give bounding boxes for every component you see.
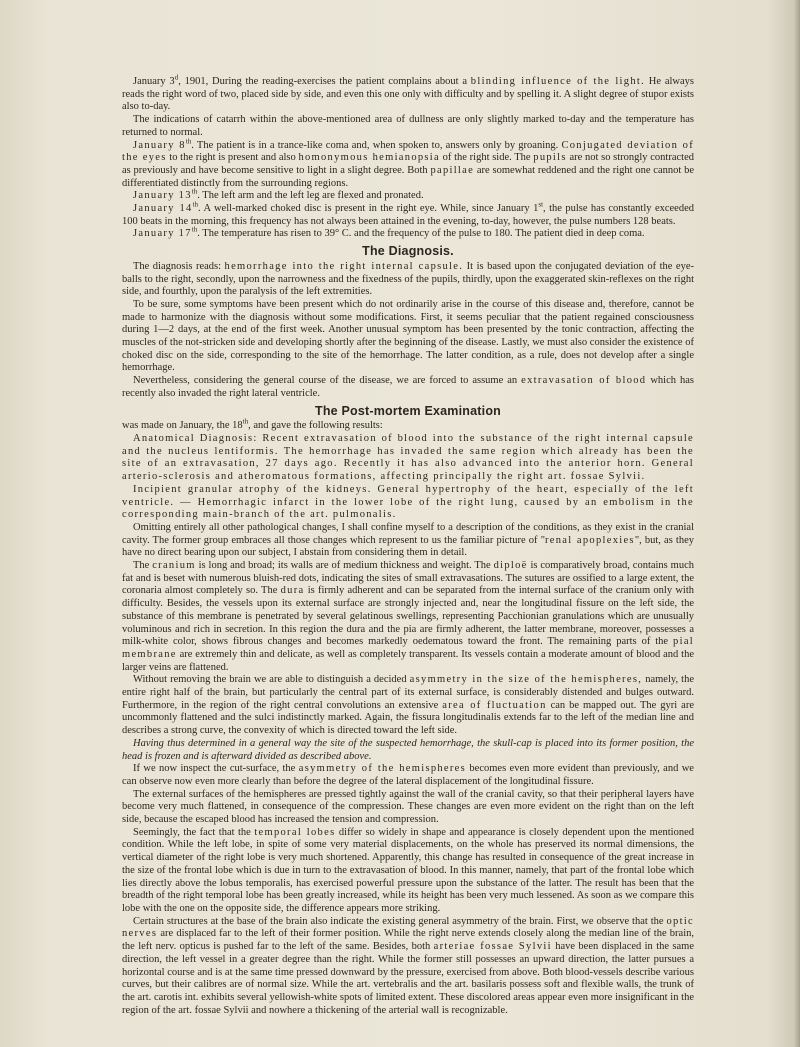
paragraph [122,916,694,1018]
paragraph [122,200,694,228]
text-run: He always reads the right word of two, placed side by side, and even this one only with difficulty and by spelling it. A slight degree of stupor exists also to-day. [122,76,694,113]
text-run: To be sure, some symptoms have been present which do not ordinarily arise in the course of this disease and, therefore, cannot be made to harmonize with the diagnosis without some modifications. First, it seems peculiar that the patient regained consciousness during 1—2 days, at the end of the first week. Another unusual symptom has been presented by the tonic contraction, affecting the muscles of the not-stricken side and developing shortly after the beginning of the disease. Lastly, we must also consider the existence of choked disc on the side, corresponding to the site of the hemorrhage. The latter condition, as a rule, does not develop after a single hemorrhage. [122,298,694,374]
text-run: . The temperature has risen to 39° C. and the frequency of the pulse to 180. The patient died in deep coma. [197,228,645,240]
text-run: of the right side. The [439,152,534,164]
paragraph [122,738,694,763]
paragraph [122,560,694,674]
text-run: It is based upon the conjugated deviation of the eye-balls to the right, secondly, upon the narrowness and the fixedness of the pupils, thirdly, upon the exaggerated skin-reflexes on the right side, and fourthly, upon the paralysis of the left extremities. [122,260,694,298]
text-run: . The left arm and the left leg are flexed and pronated. [197,190,424,202]
text-run: Having thus determined in a general way the site of the suspected hemorrhage, the skull-cap is placed into its former position, the head is frozen and is afterward divided as described above. [122,737,694,762]
text-run: becomes even more evident than previously, and we can observe now even more clearly than before the degree of the lateral displacement of the longitudinal fissure. [122,763,694,787]
text-run: homonymous hemianopsia [298,152,440,164]
text-run: pupils [533,152,567,164]
paragraph [122,827,694,916]
post-mortem-section [122,417,695,1017]
text-run: pial membrane [122,636,694,660]
text-run: namely, the entire right half of the brain, but particularly the central part of its external surface, is considerably distended and bulges outward. Furthermore, in the region of the right central convolutions an extensive [122,674,694,711]
ordinal-suffix: th [192,200,199,209]
text-run: optic nerves [122,915,694,940]
text-run: Incipient granular atrophy of the kidneys. General hypertrophy of the heart, especially of the left ventricle. — Hemorrhagic infarct in the lower lobe of the right lung, caused by an embolism in the corresponding main-branch of the art. pulmonalis. [122,483,694,521]
text-run: Certain structures at the base of the brain also indicate the existing general asymmetry of the brain. First, we observe that the [133,915,667,927]
ordinal-suffix: th [191,187,198,196]
text-run: can be mapped out. The gyri are uncommonly flattened and the sulci indistinctly marked. Again, the fissura longitudinalis extends far to the left of the median line and describes a strong curve, the convexity of which is directed toward the left side. [122,699,694,737]
text-run: , 1901, During the reading-exercises the patient complains about a [178,76,471,87]
text-run: If we now inspect the cut-surface, the [133,763,299,775]
text-run: , and gave the following results: [248,420,383,432]
text-run: temporal lobes [254,826,336,838]
text-run: The diagnosis reads: [133,260,225,272]
text-run: are displaced far to the left of their former position. While the right nerve extends closely along the median line of the brain, the left nerv. opticus is pushed far to the left of the same. Besides, both [122,928,694,953]
text-run: Seemingly, the fact that the [133,826,255,838]
text-run: January 3 [133,76,175,87]
text-run: Anatomical Diagnosis: Recent extravasation of blood into the substance of the right internal capsule and the nucleus lentiformis. The hemorrhage has invaded the same region which already has been the site of an extravasation, 27 days ago. Recently it has also advanced into the anterior horn. General arterio-sclerosis and atheromatous formations, affecting principally the right art. fossae Sylvii. [122,432,694,483]
text-run: hemorrhage into the right internal capsule. [224,260,464,272]
text-run: Nevertheless, considering the general course of the disease, we are forced to assume an [133,375,522,387]
paragraph [122,674,694,738]
text-run: ", but, as they have no direct bearing upon our subject, I abstain from considering them in detail. [122,534,694,559]
text-run: January 13 [133,190,192,202]
text-run: cranium [152,560,196,572]
text-run: differ so widely in shape and appearance is closely dependent upon the mentioned condition. While the left lobe, in spite of some very material displacements, on the whole has preserved its normal dimensions, the vertical diameter of the right lobe is very much shortened. Apparently, this change has resulted in consequence of the great increase in the size of the frontal lobe which is due in turn to the extravasation of blood. In this manner, namely, that part of the frontal lobe which lies directly above the lobus temporalis, has exercised powerful pressure upon the substance of the latter. The result has been that the breadth of the right temporal lobe has been greatly increased, while its height has been very much lessened. As soon as we compare this lobe with the one on the opposite side, the difference appears more striking. [122,826,695,914]
ordinal-suffix: th [242,417,249,426]
text-run: Without removing the brain we are able to distinguish a decided [133,674,410,686]
text-run: Omitting entirely all other pathological changes, I shall confine myself to a description of the conditions, as they exist in the cranial cavity. The former group embraces all those changes which represent to us the familiar picture of " [122,521,694,546]
page-text-column [122,73,695,1017]
text-run: Conjugated deviation of the eyes [122,139,695,164]
paragraph [122,137,695,191]
paragraph [122,433,694,484]
paragraph [122,187,694,203]
paragraph [122,225,694,241]
text-run: is comparatively broad, contains much fat and is beset with numerous bluish-red dots, indicating the sites of small extravasations. The sutures are ossified to a large extent, the coronaria almost completely so. The [122,560,694,597]
text-run: is long and broad; its walls are of medium thickness and weight. The [195,560,494,572]
clinical-notes-section [122,73,695,241]
paragraph [122,73,694,114]
post-mortem-heading: The Post-mortem Examination [315,403,501,418]
diagnosis-heading: The Diagnosis. [362,244,454,259]
paragraph [122,522,694,560]
text-run: papillae [430,164,475,176]
text-run: are extremely thin and delicate, as well as completely transparent. Its vessels contain a moderate amount of blood and the larger veins are flattened. [122,648,694,673]
text-run: renal apoplexies [544,534,635,546]
text-run: diploë [493,560,528,572]
text-run: , the pulse has constantly exceeded 100 beats in the morning, this frequency has not always been attained in the evening, to-day, however, the pulse numbers 128 beats. [122,203,694,227]
text-run: dura [280,585,305,597]
text-run: area of fluctuation [442,699,547,711]
ordinal-suffix: d [174,73,179,82]
text-run: January 14 [133,203,193,215]
text-run: have been displaced in the same direction, the left vessel in a greater degree than the right. While the former still possesses an upward direction, the latter pursues a horizontal course and is at the same time pressed downward by the pressure, exercised from above. Both blood-vessels describe various curves, but their calibres are of normal size. While the art. vertebralis and the art. basilaris possess soft and flexible walls, the trunk of the art. carotis int. exhibits several yellowish-white spots of limited extent. These discolored areas appear even more insignificant in the region of the art. fossae Sylvii and nowhere a thickening of the arterial wall is recognizable. [122,941,694,1016]
text-run: . The patient is in a trance-like coma and, when spoken to, answers only by groaning. [191,139,562,151]
text-run: The external surfaces of the hemispheres are pressed tightly against the wall of the cranial cavity, so that their peripheral layers have become very much flattened, in consequence of the compression. These changes are even more evident on the right than on the left side, because the escaped blood has increased the tension and compression. [122,788,694,826]
paragraph [122,299,694,375]
text-run: asymmetry of the hemispheres [298,763,467,775]
text-run: was made on January, the 18 [122,420,243,432]
paragraph [122,261,694,299]
text-run: The [133,560,153,572]
text-run: extravasation of blood [521,375,647,387]
text-run: are somewhat reddened and the right one cannot be differentiated distinctly from the surrounding regions. [122,164,695,189]
text-run: . A well-marked choked disc is present in the right eye. While, since January 1 [198,203,539,215]
paragraph [122,789,694,827]
text-run: January 8 [133,139,186,151]
text-run: blinding influence of the light. [470,76,646,87]
text-run: January 17 [133,228,192,240]
paragraph [122,484,694,522]
text-run: are not so strongly contracted as previously and have become sensitive to light in a slight degree. Both [122,152,694,176]
ordinal-suffix: th [185,137,192,146]
text-run: arteriae fossae Sylvii [433,941,552,953]
text-run: is firmly adherent and can be separated from the internal surface of the cranium only with difficulty. Besides, the vessels upon its external surface are strongly injected and, near the longitudinal fissure on the left side, the substance of this membrane is penetrated by several gelatinous swellings, representing Pacchionian granulations which are unusually voluminous and rich in secretion. In this region the dura and the pia are firmly adherent, the latter membrane, moreover, possesses a milk-white color, shows fibrous changes and becomes markedly oedematous toward the front. The remaining parts of the [122,585,695,648]
text-run: to the right is present and also [166,152,299,164]
paragraph [122,417,694,433]
diagnosis-section [122,261,694,401]
text-run: which has recently also invaded the right lateral ventricle. [122,375,694,399]
text-run: The indications of catarrh within the above-mentioned area of dullness are only slightly marked to-day and the temperature has returned to normal. [122,114,694,138]
ordinal-suffix: st [538,200,544,209]
paragraph [122,763,694,788]
text-run: asymmetry in the size of the hemispheres, [409,674,643,686]
paragraph [122,114,694,139]
paragraph [122,375,694,400]
ordinal-suffix: th [191,225,198,234]
